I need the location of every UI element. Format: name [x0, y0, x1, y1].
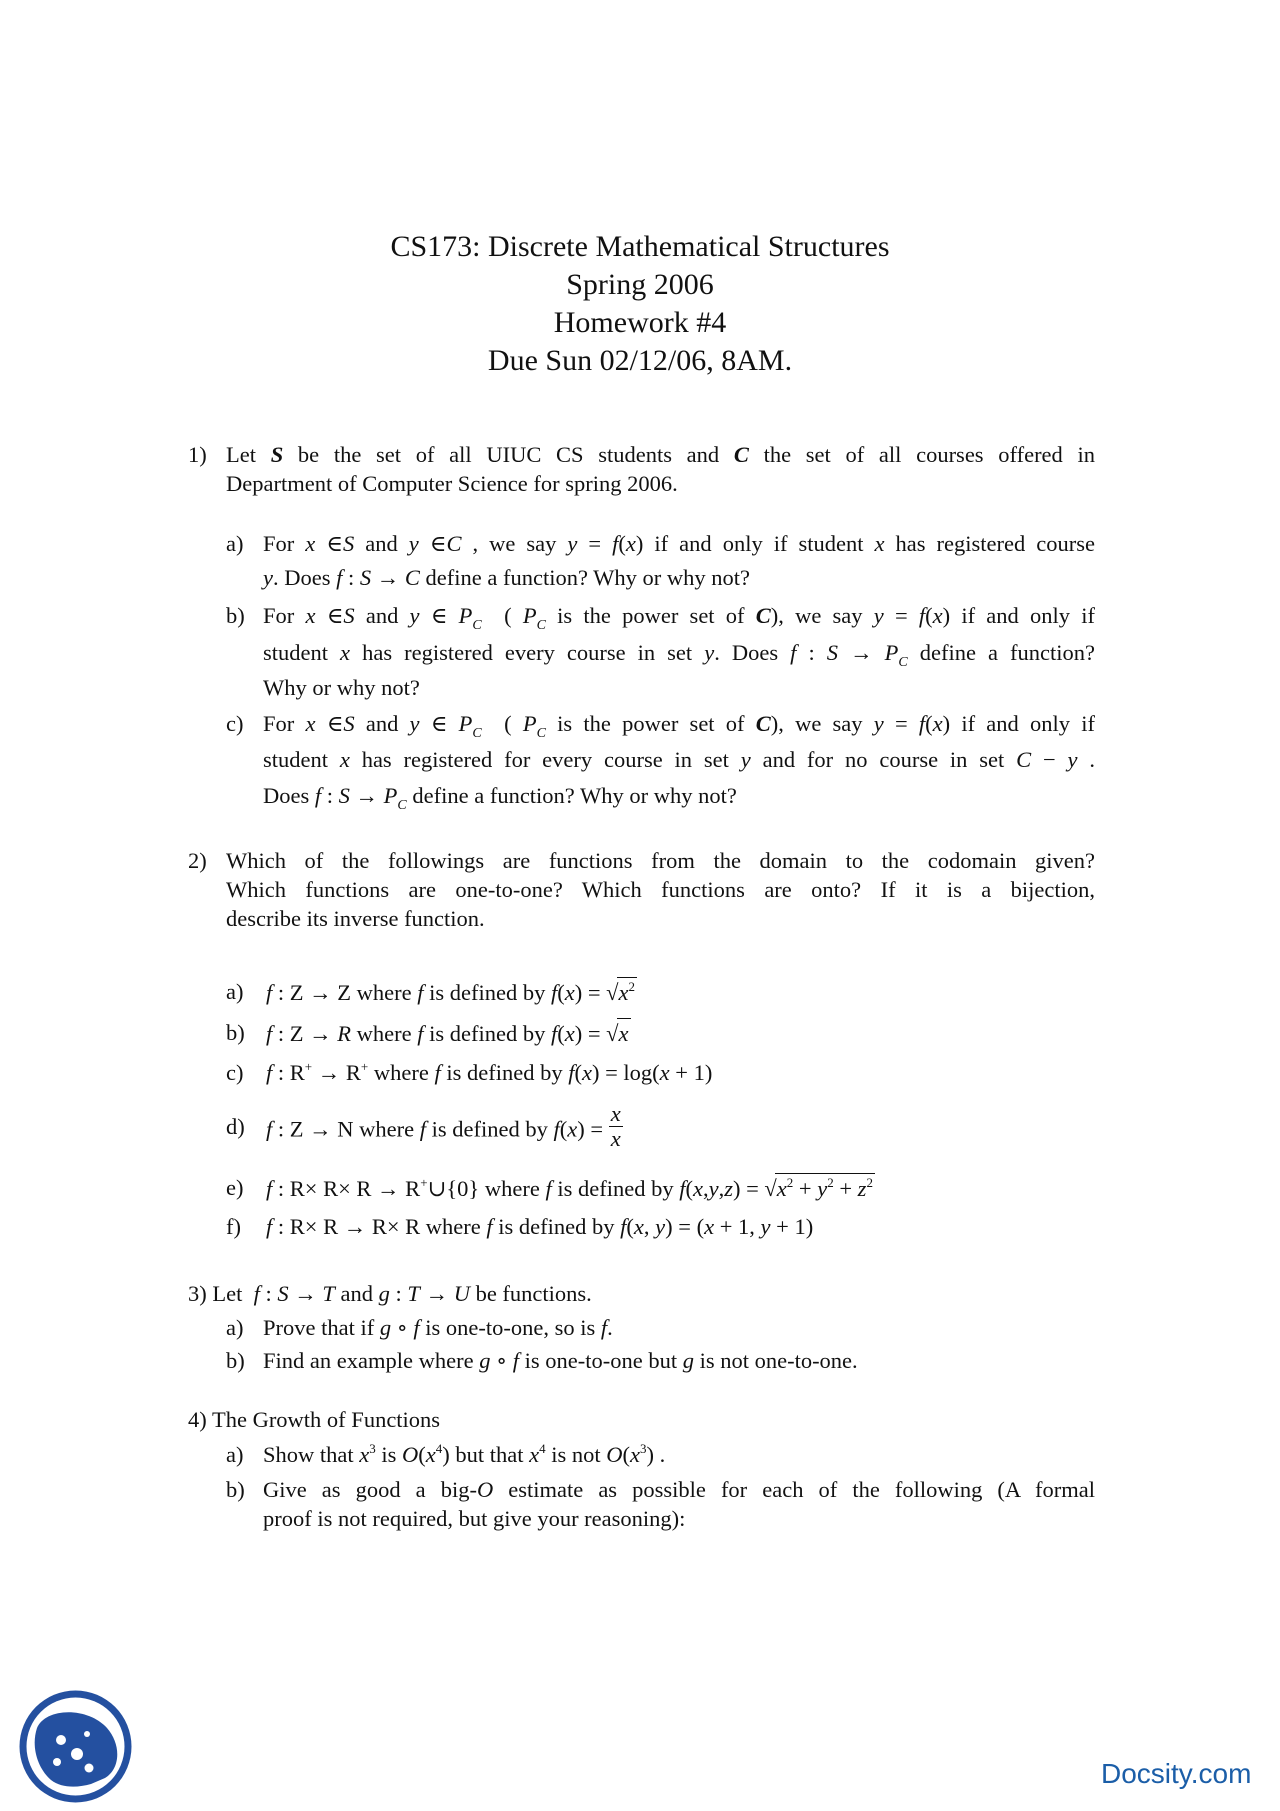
q1a-label: a) [226, 531, 244, 556]
q2d-label: d) [226, 1114, 245, 1139]
docsity-logo-icon [17, 1688, 134, 1805]
q2f-text: f : R× R → R× R where f is defined by f(x, y) = (x + 1, y + 1) [266, 1214, 814, 1239]
docsity-brand[interactable]: Docsity.com [1101, 1758, 1252, 1789]
due-date: Due Sun 02/12/06, 8AM. [487, 344, 793, 377]
q2d-text: f : Z → N where f is defined by f(x) = $\frac{x}{x}$ [266, 1101, 621, 1151]
q3a-label: a) [226, 1315, 244, 1340]
q2c-label: c) [226, 1060, 244, 1085]
q2e-text: f : R× R× R → R+∪{0} where f is defined by $f(x,y,z) = √x^2 + y^2 + z^2$ [266, 1175, 873, 1201]
q3a-text: Prove that if g ∘ f is one-to-one, so is f. [263, 1315, 613, 1340]
q1-line-1: Let S be the set of all UIUC CS students and C the set of all courses offered in [226, 442, 1095, 467]
document-header [0, 228, 1280, 380]
q3b-label: b) [226, 1348, 245, 1373]
q2-number: 2) [188, 848, 207, 873]
assignment-title: Homework #4 [553, 306, 727, 339]
q2b-label: b) [226, 1020, 245, 1045]
q2a-label: a) [226, 979, 244, 1004]
q4b-label: b) [226, 1477, 245, 1502]
q2e-label: e) [226, 1175, 244, 1200]
q4b-text: Give as good a big-O estimate as possible for each of the following (A formal proof is not required, but give your reasoning): [263, 1477, 1095, 1531]
term: Spring 2006 [566, 268, 714, 301]
q1-number: 1) [188, 442, 207, 467]
q2b-text: f : Z → R where f is defined by f(x) = √x [266, 1018, 631, 1048]
q4a-text: Show that $x^3$ is $O(x^4)$ but that $x^4$ is not $O(x^3)$ . [263, 1441, 666, 1467]
q1c-label: c) [226, 711, 244, 736]
q4-heading: 4) The Growth of Functions [188, 1407, 441, 1432]
q1-text [226, 440, 1095, 498]
q4a-label: a) [226, 1442, 244, 1467]
q1a-text: For x ∈S and y ∈C , we say y = f(x) if and only if student x has registered course y. Does f : S → C define a function? Why or why not? [263, 531, 1095, 590]
q2f-label: f) [226, 1214, 241, 1239]
q2a-text: f : Z → Z where f is defined by $f(x) = √x^2$ [266, 979, 636, 1005]
q3b-text: Find an example where g ∘ f is one-to-one but g is not one-to-one. [263, 1348, 858, 1373]
q1c-text: For x ∈S and y ∈ $P_C$ ( $P_C$ is the power set of C), we say y = f(x) if and only if student x has registered for every course in set y and for no course in set C − y . Does f : $S \to P_C$ define a function? Why or why not? [263, 711, 1095, 813]
q2c-text: f : R+ → R+ where f is defined by f(x) = log(x + 1) [266, 1059, 713, 1085]
q1b-label: b) [226, 603, 245, 628]
q2-text: Which of the followings are functions from the domain to the codomain given? Which functions are one-to-one? Which functions are onto? If it is a bijection, describe its inverse function. [226, 848, 1095, 931]
q3-text: 3) Let f : S → T and g : T → U be functions. [188, 1281, 592, 1306]
q1b-text: For x ∈S and y ∈ $P_C$ ( $P_C$ is the power set of C), we say y = f(x) if and only if student x has registered every course in set y. Does f : $S \to P_C$ define a function? Why or why not? [263, 603, 1096, 700]
q1-line-2: Department of Computer Science for spring 2006. [226, 471, 678, 496]
course-title: CS173: Discrete Mathematical Structures [390, 230, 890, 263]
